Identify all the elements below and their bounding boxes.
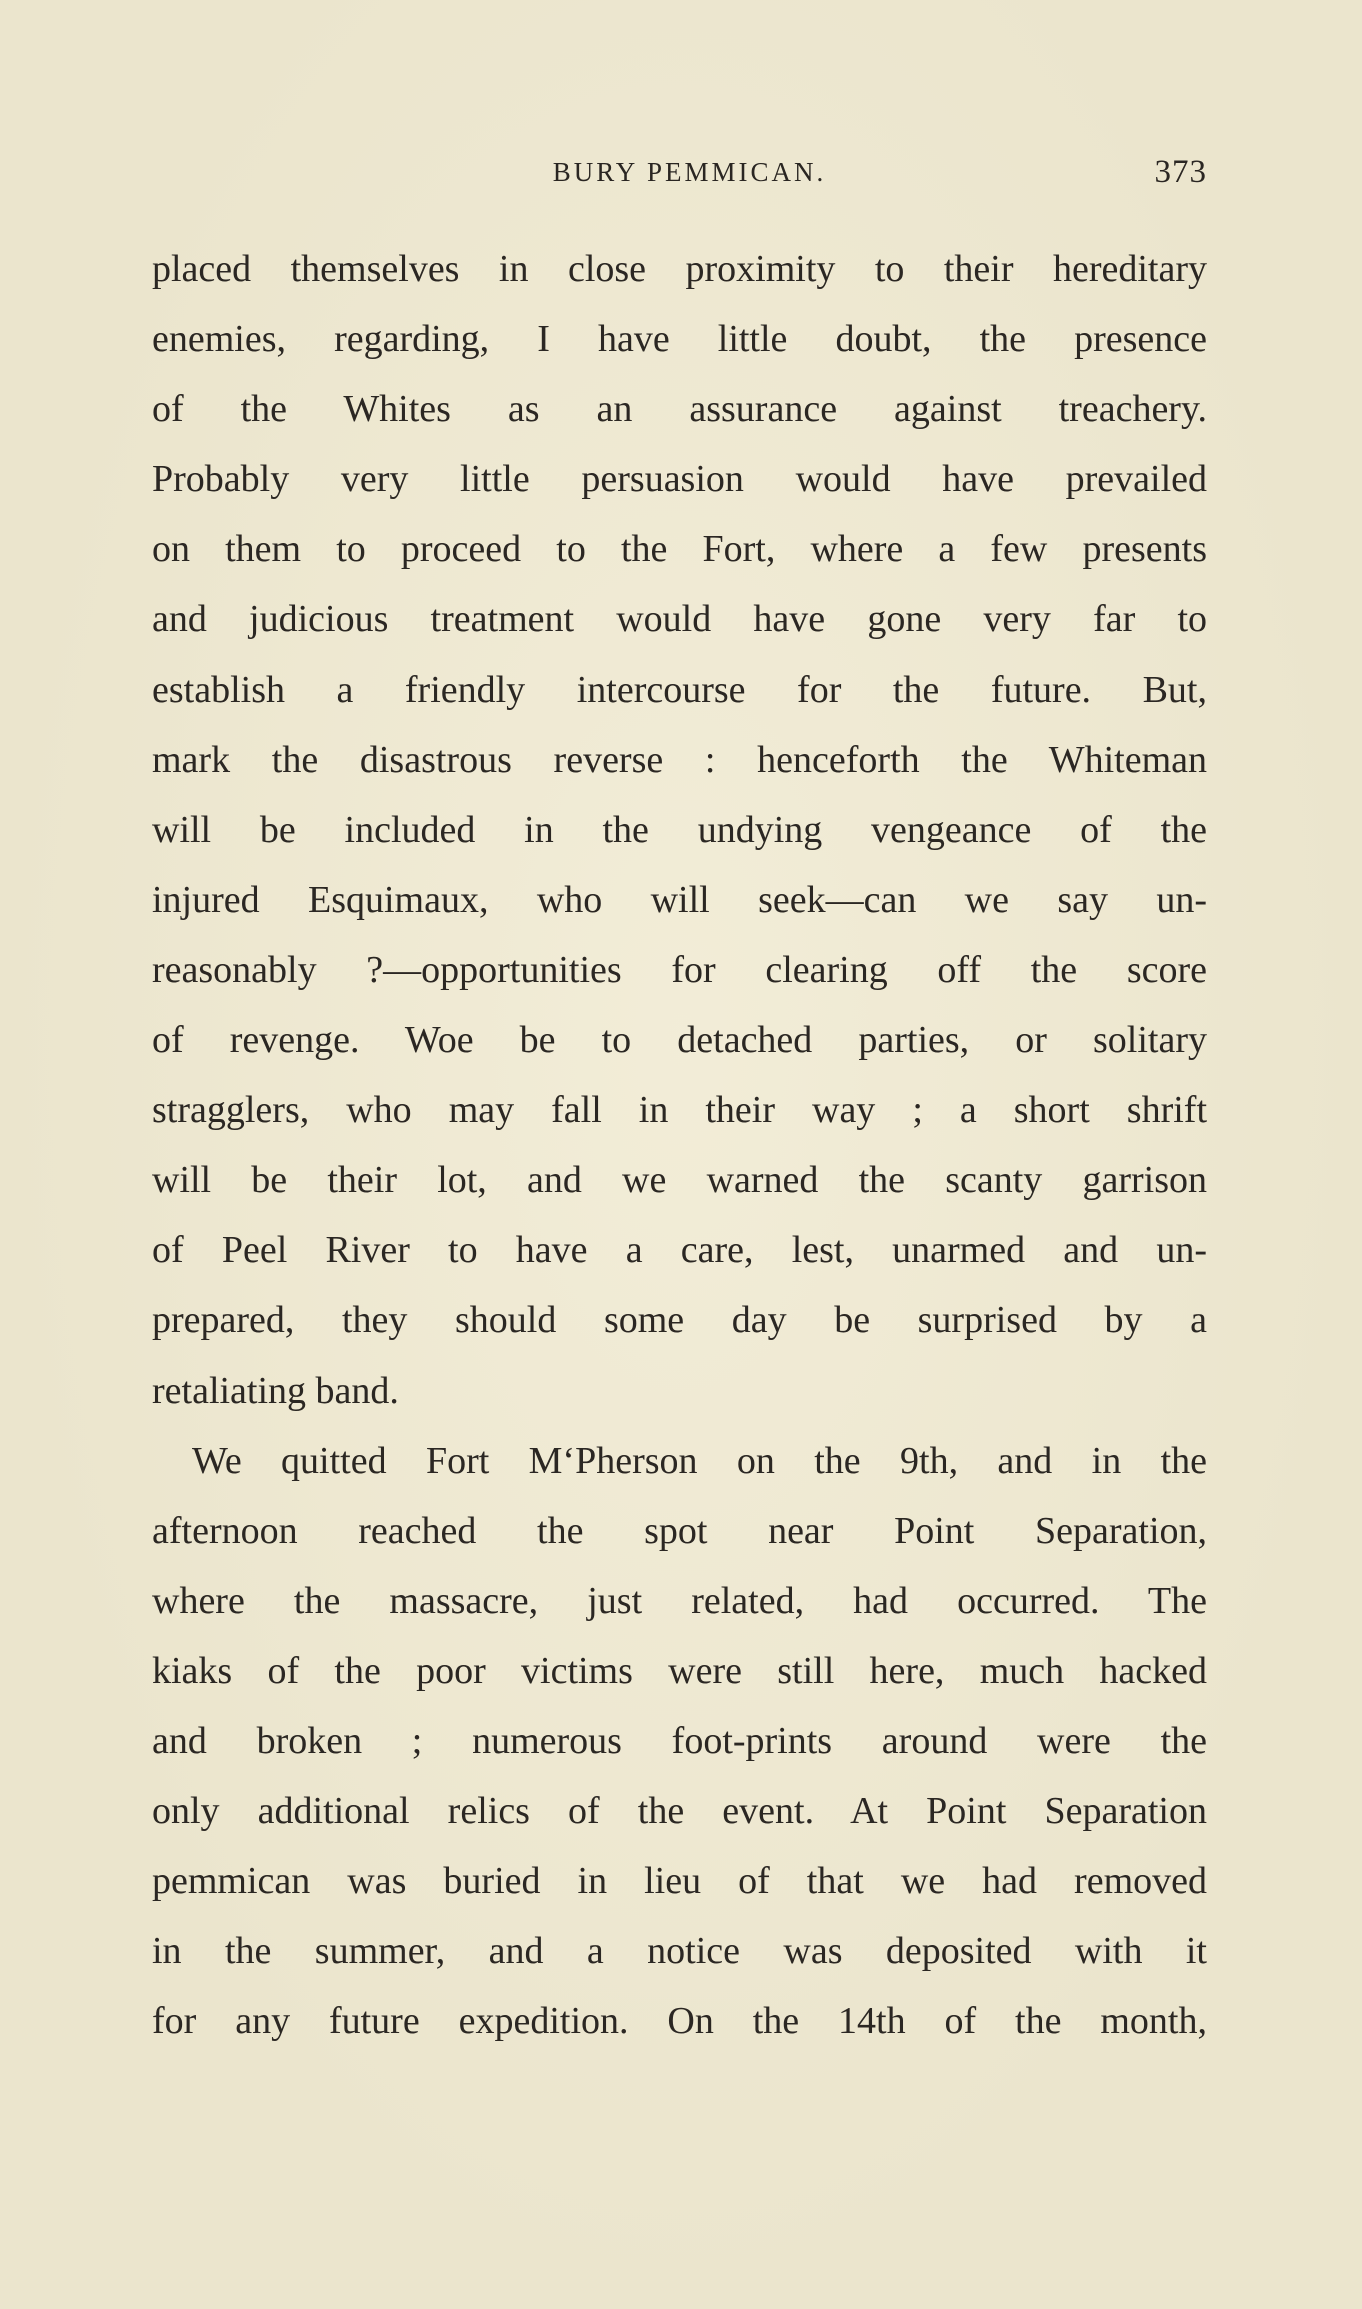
text-line: injured Esquimaux, who will seek—can we say un- [152,878,1207,921]
text-line: of revenge. Woe be to detached parties, or solitary [152,1019,1207,1062]
running-head: BURY PEMMICAN. [552,157,827,187]
text-line: will be included in the undying vengeance of the [152,808,1207,851]
text-line: placed themselves in close proximity to their hereditary [152,248,1207,290]
text-line: prepared, they should some day be surprised by a [152,1299,1207,1342]
text-line: in the summer, and a notice was deposited with it [152,1930,1207,1973]
text-line: mark the disastrous reverse : henceforth the Whiteman [152,738,1207,781]
text-line: where the massacre, just related, had occurred. The [152,1579,1207,1622]
text-line: of Peel River to have a care, lest, unarmed and un- [152,1229,1207,1272]
text-line: enemies, regarding, I have little doubt, the presence [152,318,1207,361]
body-text [152,234,1207,2056]
text-line: retaliating band. [152,1369,399,1412]
text-line: for any future expedition. On the 14th of the month, [152,2000,1207,2043]
text-line: will be their lot, and we warned the scanty garrison [152,1159,1207,1202]
text-line: pemmican was buried in lieu of that we had removed [152,1860,1207,1903]
text-line: Probably very little persuasion would have prevailed [152,458,1207,501]
page-number: 373 [1154,154,1207,190]
text-line: of the Whites as an assurance against treachery. [152,388,1207,431]
text-line: on them to proceed to the Fort, where a few presents [152,528,1207,571]
text-line: and broken ; numerous foot-prints around were the [152,1719,1207,1762]
page-header [152,150,1207,194]
text-line: and judicious treatment would have gone very far to [152,598,1207,641]
text-line: kiaks of the poor victims were still here, much hacked [152,1649,1207,1692]
text-line: establish a friendly intercourse for the future. But, [152,668,1207,711]
paragraph-start-line: We quitted Fort M‘Pherson on the 9th, and in the [192,1439,1207,1482]
text-line: reasonably ?—opportunities for clearing off the score [152,948,1207,991]
text-line: afternoon reached the spot near Point Separation, [152,1509,1207,1552]
text-line: stragglers, who may fall in their way ; a short shrift [152,1089,1207,1132]
text-line: only additional relics of the event. At Point Separation [152,1790,1207,1833]
